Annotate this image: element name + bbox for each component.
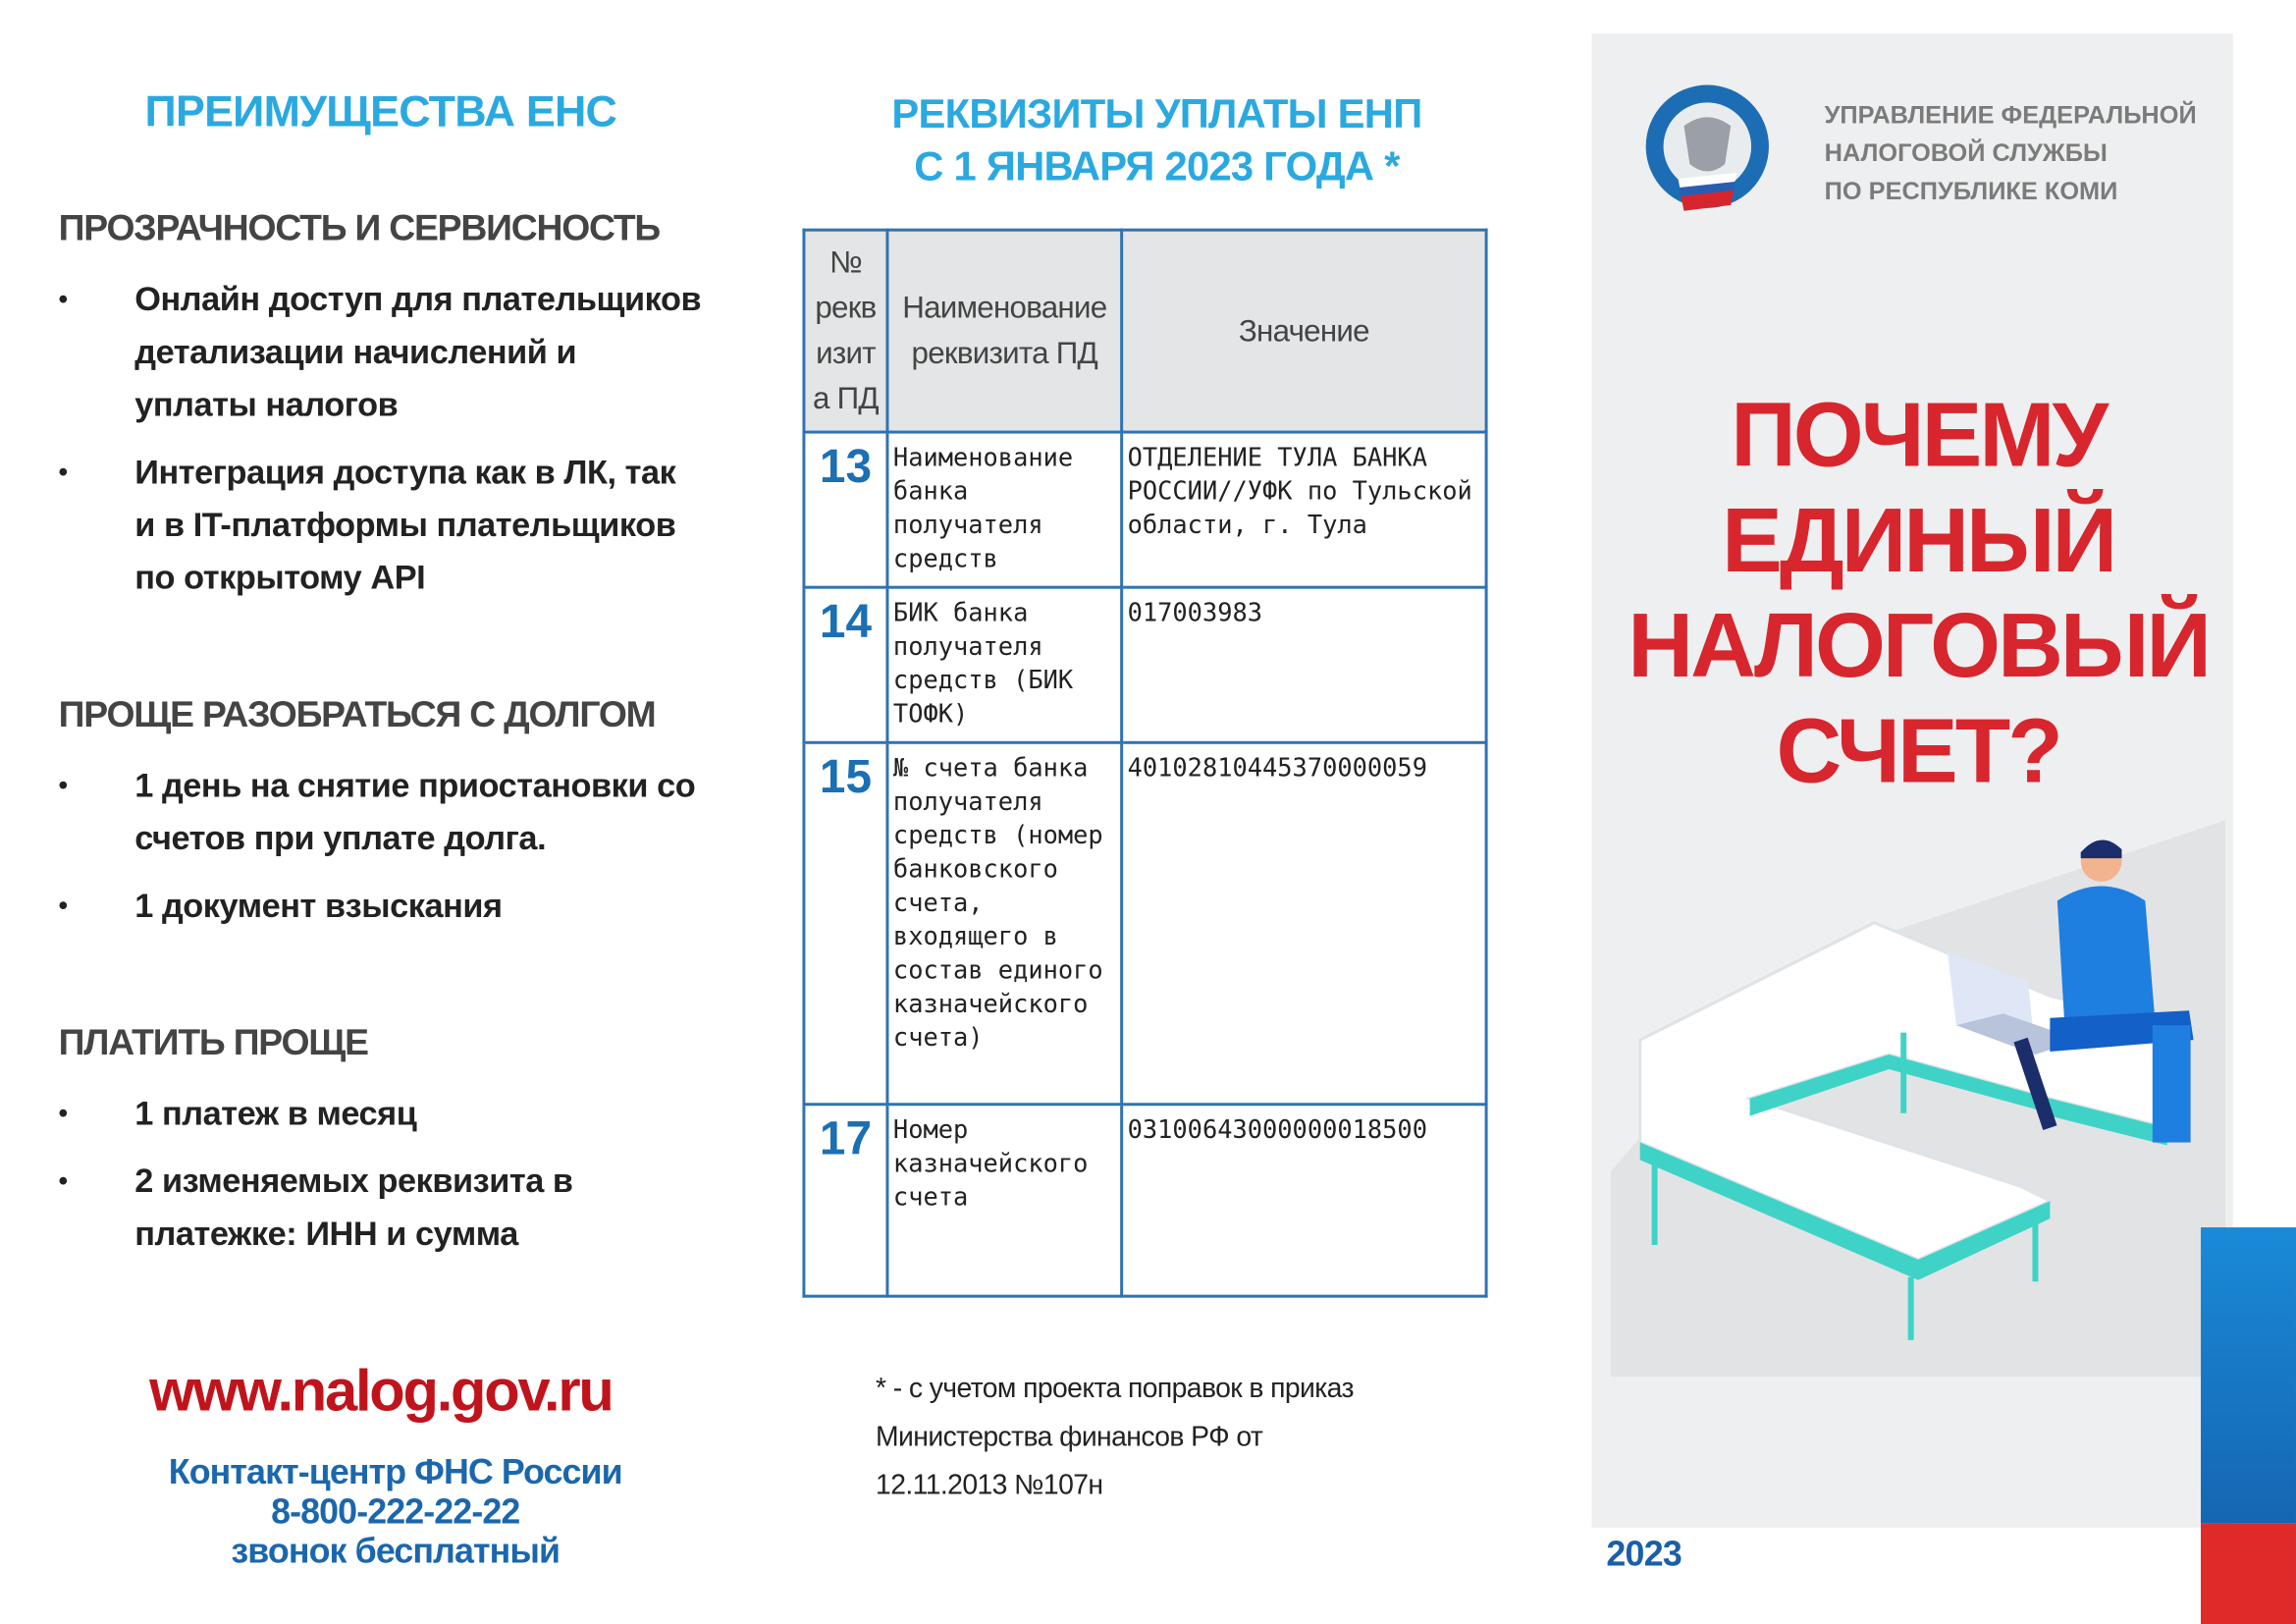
bullet-list: [59, 1087, 703, 1274]
requisites-title-line: РЕКВИЗИТЫ УПЛАТЫ ЕНП: [891, 90, 1422, 136]
row-value: 40102810445370000059: [1122, 742, 1486, 1104]
row-name: БИК банка получателя средств (БИК ТОФК): [887, 587, 1122, 742]
table-row: [804, 432, 1486, 587]
footnote: [876, 1365, 1354, 1510]
cover-title-line: НАЛОГОВЫЙ: [1628, 596, 2209, 698]
flag-stripe-red: [2201, 1523, 2296, 1624]
year-label: 2023: [1606, 1535, 1682, 1575]
website-link[interactable]: www.nalog.gov.ru: [149, 1359, 613, 1424]
cover-title-line: ПОЧЕМУ: [1731, 385, 2106, 487]
left-title: ПРЕИМУЩЕСТВА ЕНС: [144, 87, 617, 136]
fns-logo-icon: [1640, 82, 1775, 217]
header-value: Значение: [1122, 230, 1486, 432]
row-name: № счета банка получателя средств (номер банковского счета, входящего в состав единого казначейского счета): [887, 742, 1122, 1104]
footnote-line: Министерства финансов РФ от: [876, 1422, 1263, 1453]
section-heading: ПЛАТИТЬ ПРОЩЕ: [58, 1022, 368, 1063]
row-number: 15: [804, 742, 887, 1104]
cover-title: [1626, 384, 2212, 806]
row-name: Номер казначейского счета: [887, 1105, 1122, 1296]
row-name: Наименование банка получателя средств: [887, 432, 1122, 587]
list-item: • 1 день на снятие приостановки со счетов при уплате долга.: [59, 759, 703, 864]
header-name: Наименование реквизита ПД: [887, 230, 1122, 432]
list-item: • 1 документ взыскания: [59, 879, 703, 932]
organization-name: [1825, 96, 2197, 210]
row-value: ОТДЕЛЕНИЕ ТУЛА БАНКА РОССИИ//УФК по Тульской области, г. Тула: [1122, 432, 1486, 587]
list-item: • 2 изменяемых реквизита в платежке: ИНН и сумма: [59, 1154, 703, 1259]
contact-center-label: Контакт-центр ФНС России: [168, 1452, 622, 1493]
org-line: ПО РЕСПУБЛИКЕ КОМИ: [1824, 177, 2118, 205]
requisites-title: [820, 88, 1493, 193]
org-line: УПРАВЛЕНИЕ ФЕДЕРАЛЬНОЙ: [1824, 100, 2197, 130]
cover-title-line: ЕДИНЫЙ: [1722, 490, 2115, 592]
desk-illustration: [1611, 820, 2226, 1377]
footnote-line: 12.11.2013 №107н: [876, 1470, 1103, 1501]
phone-number[interactable]: 8-800-222-22-22: [271, 1492, 520, 1533]
row-value: 017003983: [1122, 587, 1486, 742]
flag-stripe-blue: [2201, 1227, 2296, 1523]
row-number: 17: [804, 1105, 887, 1296]
table-row: [804, 587, 1486, 742]
list-item: • 1 платеж в месяц: [59, 1087, 703, 1140]
row-number: 13: [804, 432, 887, 587]
phone-note: звонок бесплатный: [231, 1532, 561, 1572]
header-number: № рекв изит а ПД: [804, 230, 887, 432]
table-row: [804, 1105, 1486, 1296]
table-row: [804, 742, 1486, 1104]
requisites-title-line: С 1 ЯНВАРЯ 2023 ГОДА *: [914, 143, 1400, 189]
requisites-table: [802, 229, 1487, 1298]
row-number: 14: [804, 587, 887, 742]
table-header-row: [804, 230, 1486, 432]
list-item: • Интеграция доступа как в ЛК, так и в IT-платформы плательщиков по открытому API: [59, 445, 703, 603]
row-value: 03100643000000018500: [1122, 1105, 1486, 1296]
contact-block: [88, 1453, 704, 1572]
bullet-list: [59, 759, 703, 947]
org-line: НАЛОГОВОЙ СЛУЖБЫ: [1824, 138, 2108, 168]
footnote-line: * - с учетом проекта поправок в приказ: [876, 1374, 1354, 1405]
list-item: • Онлайн доступ для плательщиков детализации начислений и уплаты налогов: [59, 272, 703, 430]
section-heading: ПРОЩЕ РАЗОБРАТЬСЯ С ДОЛГОМ: [58, 694, 656, 735]
bullet-list: [59, 272, 703, 618]
section-heading: ПРОЗРАЧНОСТЬ И СЕРВИСНОСТЬ: [58, 207, 661, 249]
cover-title-line: СЧЕТ?: [1776, 701, 2060, 803]
